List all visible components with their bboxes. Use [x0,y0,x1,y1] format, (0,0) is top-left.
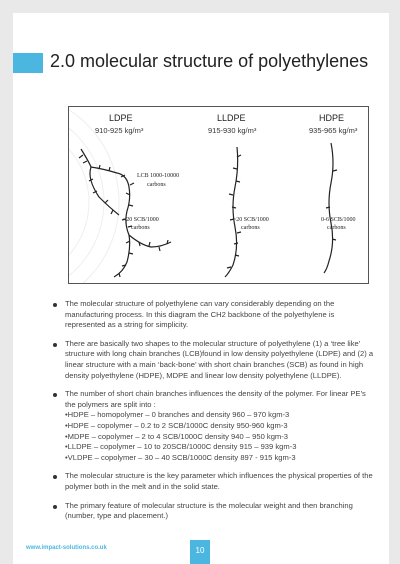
hdpe-molecule [324,143,337,273]
page-number-badge: 10 [190,540,210,564]
bullet-item: The molecular structure of polyethylene can vary considerably depending on the manufacturing process. In this diagram the CH2 backbone of the polyethylene is represented as a string for simplicity. [53,299,375,331]
polymer-grade-item: • VLDPE – copolymer – 30 – 40 SCB/1000C density 897 - 915 kgm-3 [65,453,375,464]
polymer-grade-item: • LLDPE – copolymer – 10 to 20SCB/1000C density 915 – 939 kgm-3 [65,442,375,453]
lldpe-scb-label-carbons: carbons [241,225,260,231]
polymer-grade-item: • HDPE – homopolymer – 0 branches and density 960 – 970 kgm-3 [65,410,375,421]
title-accent-bar [13,53,43,73]
lldpe-molecule [225,147,241,277]
bullet-item: There are basically two shapes to the molecular structure of polyethylene (1) a ‘tree like’ structure with long chain branches (LCB)found in low density polyethylene (LDPE) and (2) a linear structure with a main ‘back-bone’ with short chain branches (SCB) as found in high density polyethylene (HDPE), MDPE and linear low density polyethylene (LLDPE). [53,339,375,381]
bullet-item: The molecular structure is the key parameter which influences the physical properties of the polymer both in the melt and in the solid state. [53,471,375,492]
ldpe-molecule [79,149,171,277]
bullet-item [53,389,375,463]
hdpe-heading: HDPE [319,113,345,123]
document-page [13,13,389,564]
hdpe-scb-label: 0-6 SCB/1000 [321,217,356,223]
polymer-grade-item: • HDPE – copolymer – 0.2 to 2 SCB/1000C density 950-960 kgm-3 [65,421,375,432]
hdpe-density: 935-965 kg/m³ [309,126,358,135]
lldpe-scb-label: ~20 SCB/1000 [233,217,269,223]
polyethylene-structure-figure [68,106,369,284]
ldpe-heading: LDPE [109,113,133,123]
lldpe-density: 915-930 kg/m³ [208,126,257,135]
hdpe-scb-label-carbons: carbons [327,225,346,231]
bullet-intro: The number of short chain branches influences the density of the polymer. For linear PE’s the polymers are split into : [65,389,366,409]
ldpe-lcb-label: LCB 1000-10000 [137,173,180,179]
ldpe-scb-label: ~20 SCB/1000 [123,217,159,223]
ldpe-density: 910-925 kg/m³ [95,126,144,135]
page-title: 2.0 molecular structure of polyethylenes [50,51,369,71]
bullet-item: The primary feature of molecular structure is the molecular weight and then branching (number, type and placement.) [53,501,375,522]
lldpe-heading: LLDPE [217,113,246,123]
footer-website-link[interactable]: www.impact-solutions.co.uk [26,545,107,551]
body-bullet-list [53,299,375,530]
polymer-grade-list [65,410,375,463]
structure-diagram [69,107,369,284]
polymer-grade-item: • MDPE – copolymer – 2 to 4 SCB/1000C density 940 – 950 kgm-3 [65,432,375,443]
ldpe-scb-label-carbons: carbons [131,225,150,231]
ldpe-lcb-label-carbons: carbons [147,182,166,188]
